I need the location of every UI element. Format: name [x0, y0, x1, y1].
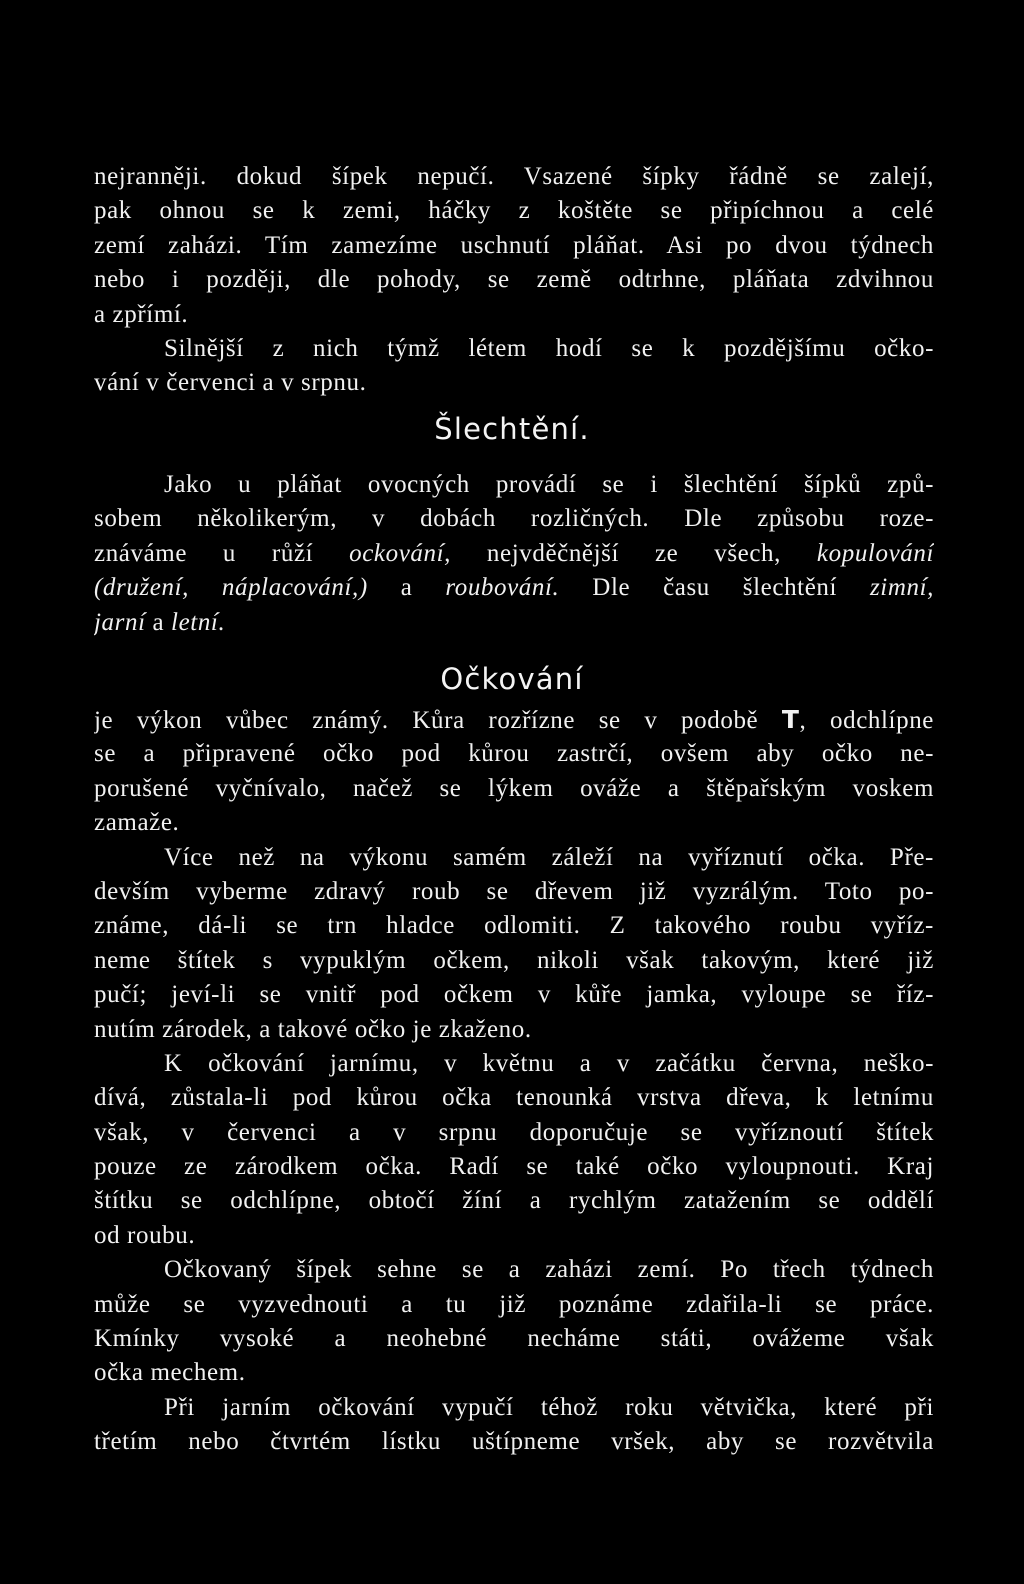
text-run: a [145, 608, 172, 636]
text-line: zemí zaházi. Tím zamezíme uschnutí pláňat. Asi po dvou týdnech [94, 231, 934, 259]
text-line: může se vyzvednouti a tu již poznáme zdařila-li se práce. [94, 1290, 934, 1318]
text-line: však, v červenci a v srpnu doporučuje se vyříznoutí štítek [94, 1118, 934, 1146]
text-line: vání v červenci a v srpnu. [94, 369, 367, 397]
text-line: Více než na výkonu samém záleží na vyříznutí očka. Pře- [164, 843, 934, 871]
text-line: nutím zárodek, a takové očko je zkaženo. [94, 1015, 532, 1043]
text-line: Při jarním očkování vypučí téhož roku větvička, které při [164, 1393, 934, 1421]
text-line: porušené vyčnívalo, načež se lýkem ováže a štěpařským voskem [94, 774, 934, 802]
paragraph-block-2 [94, 468, 934, 640]
text-line: dívá, zůstala-li pod kůrou očka tenounká vrstva dřeva, k letnímu [94, 1084, 934, 1112]
text-line: očka mechem. [94, 1359, 246, 1387]
italic-term: (družení, náplacování,) [94, 574, 368, 602]
italic-term: kopulování [816, 539, 934, 567]
paragraph-block-3 [94, 703, 934, 1460]
text-line [94, 703, 934, 737]
section-heading-slechteni: Šlechtění. [434, 412, 590, 446]
text-line: od roubu. [94, 1221, 196, 1249]
text-line: zamaže. [94, 809, 180, 837]
text-line: nebo i později, dle pohody, se země odtrhne, pláňata zdvihnou [94, 266, 934, 294]
italic-term: roubování. [445, 574, 560, 602]
text-line: devším vyberme zdravý roub se dřevem již vyzrálým. Toto po- [94, 877, 934, 905]
text-line: sobem několikerým, v dobách rozličných. Dle způsobu roze- [94, 505, 934, 533]
t-shape-mark: T [781, 705, 800, 734]
text-line: neme štítek s vypuklým očkem, nikoli však takovým, které již [94, 946, 934, 974]
text-line: známe, dá-li se trn hladce odlomiti. Z takového roubu vyříz- [94, 912, 934, 940]
text-line [94, 537, 934, 571]
text-line: Silnější z nich týmž létem hodí se k pozdějšímu očko- [164, 334, 934, 362]
text-run: nejvděčnější ze všech, [451, 539, 817, 567]
text-line: pučí; jeví-li se vnitř pod očkem v kůře jamka, vyloupe se říz- [94, 981, 934, 1009]
paragraph-block-1 [94, 160, 934, 401]
text-line [94, 606, 934, 640]
text-line: štítku se odchlípne, obtočí žíní a rychlým zatažením se oddělí [94, 1187, 934, 1215]
text-line: Očkovaný šípek sehne se a zaházi zemí. Po třech týdnech [164, 1256, 934, 1284]
text-line: a zpřímí. [94, 300, 189, 328]
text-line: Kmínky vysoké a neohebné necháme státi, ovážeme však [94, 1325, 934, 1353]
text-line: pouze ze zárodkem očka. Radí se také očko vyloupnouti. Kraj [94, 1153, 934, 1181]
text-run: znáváme u růží [94, 539, 350, 567]
italic-term: jarní [94, 608, 146, 636]
italic-term: ockování, [349, 539, 451, 567]
text-run: Dle času šlechtění [559, 574, 870, 602]
italic-term: zimní, [869, 574, 934, 602]
text-line: Jako u pláňat ovocných provádí se i šlechtění šípků způ- [164, 471, 934, 498]
text-line: třetím nebo čtvrtém lístku uštípneme vršek, aby se rozvětvila [94, 1428, 934, 1456]
section-heading-ockovani: Očkování [440, 662, 584, 696]
text-run: a [367, 574, 446, 602]
text-line: nejranněji. dokud šípek nepučí. Vsazené šípky řádně se zalejí, [94, 163, 934, 190]
text-line: K očkování jarnímu, v květnu a v začátku června, neško- [164, 1049, 934, 1077]
text-line [94, 571, 934, 605]
text-run: je výkon vůbec známý. Kůra rozřízne se v podobě [94, 707, 782, 734]
text-line: pak ohnou se k zemi, háčky z koštěte se připíchnou a celé [94, 197, 934, 225]
text-run: , odchlípne [799, 707, 934, 734]
text-line: se a připravené očko pod kůrou zastrčí, ovšem aby očko ne- [94, 740, 934, 768]
italic-term: letní. [171, 608, 226, 636]
